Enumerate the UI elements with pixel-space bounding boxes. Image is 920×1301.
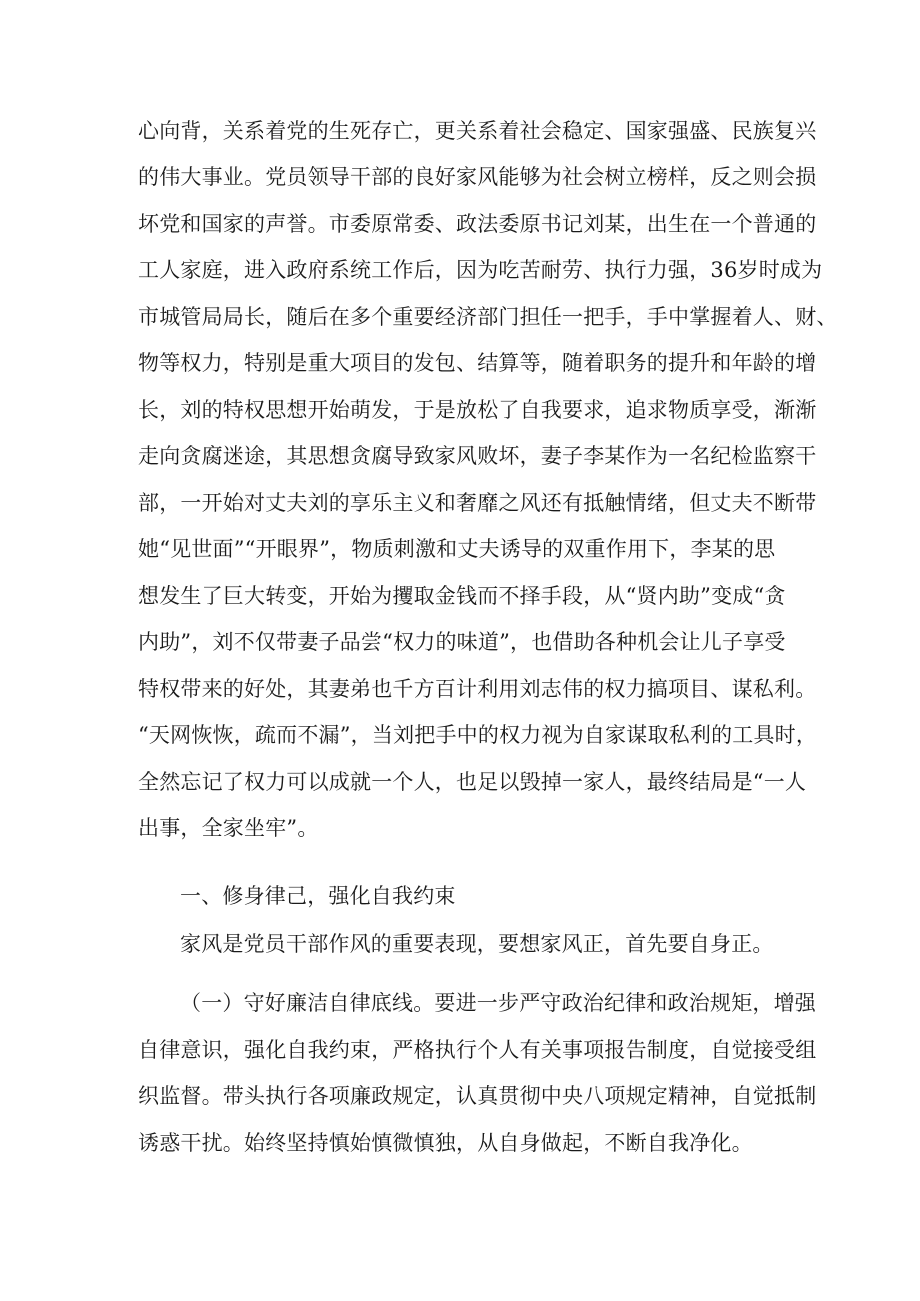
text-line: 特权带来的好处，其妻弟也千方百计利用刘志伟的权力搞项目、谋私利。 xyxy=(138,677,817,701)
text-line: 诱惑干扰。始终坚持慎始慎微慎独，从自身做起，不断自我净化。 xyxy=(138,1131,753,1155)
text-line: 自律意识，强化自我约束，严格执行个人有关事项报告制度，自觉接受组 xyxy=(138,1038,817,1062)
section-heading: 一、修身律己，强化自我约束 xyxy=(180,884,456,908)
intro-line: 家风是党员干部作风的重要表现，要想家风正，首先要自身正。 xyxy=(180,932,774,956)
text-line: 的伟大事业。党员领导干部的良好家风能够为社会树立榜样，反之则会损 xyxy=(138,165,817,189)
text-line: （一）守好廉洁自律底线。要进一步严守政治纪律和政治规矩，增强 xyxy=(180,991,816,1015)
text-line: “天网恢恢，疏而不漏”，当刘把手中的权力视为自家谋取私利的工具时， xyxy=(138,723,818,747)
text-line: 心向背，关系着党的生死存亡，更关系着社会稳定、国家强盛、民族复兴 xyxy=(138,119,817,143)
text-line: 物等权力，特别是重大项目的发包、结算等，随着职务的提升和年龄的增 xyxy=(138,351,817,375)
text-line: 织监督。带头执行各项廉政规定，认真贯彻中央八项规定精神，自觉抵制 xyxy=(138,1084,817,1108)
text-line: 想发生了巨大转变，开始为攫取金钱而不择手段，从“贤内助”变成“贪 xyxy=(138,584,786,608)
text-line: 出事，全家坐牢”。 xyxy=(138,816,319,840)
text-line: 她“见世面”“开眼界”，物质刺激和丈夫诱导的双重作用下，李某的思 xyxy=(138,537,776,561)
text-line: 坏党和国家的声誉。市委原常委、政法委原书记刘某，出生在一个普通的 xyxy=(138,212,817,236)
text-line: 全然忘记了权力可以成就一个人，也足以毁掉一家人，最终结局是“一人 xyxy=(138,770,807,794)
text-line: 市城管局局长，随后在多个重要经济部门担任一把手，手中掌握着人、财、 xyxy=(138,305,838,329)
text-line: 部，一开始对丈夫刘的享乐主义和奢靡之风还有抵触情绪，但丈夫不断带 xyxy=(138,491,817,515)
text-line: 走向贪腐迷途，其思想贪腐导致家风败坏，妻子李某作为一名纪检监察干 xyxy=(138,444,817,468)
text-line: 工人家庭，进入政府系统工作后，因为吃苦耐劳、执行力强，36岁时成为 xyxy=(138,258,823,282)
text-line: 长，刘的特权思想开始萌发，于是放松了自我要求，追求物质享受，渐渐 xyxy=(138,398,817,422)
text-line: 内助”，刘不仅带妻子品尝“权力的味道”，也借助各种机会让儿子享受 xyxy=(138,630,786,654)
